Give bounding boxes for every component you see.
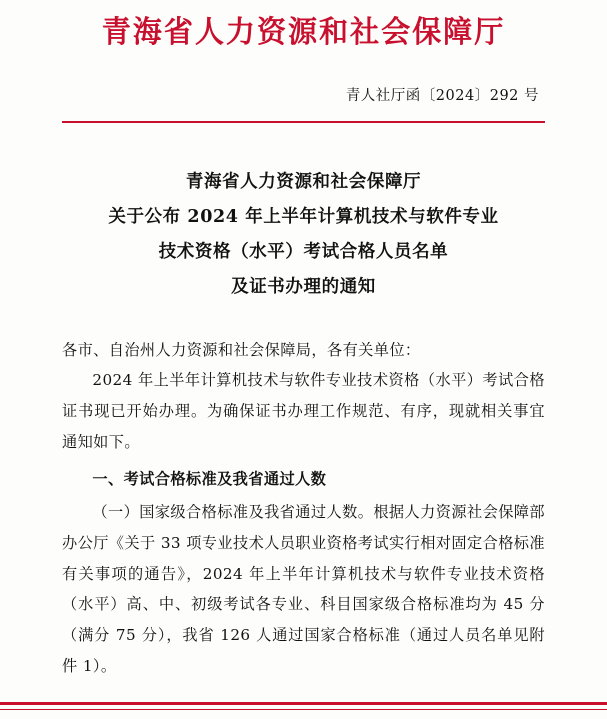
document-body: [62, 335, 545, 682]
footer-red-rule: [0, 702, 607, 705]
body-section-heading-1: 一、考试合格标准及我省通过人数: [92, 469, 327, 488]
document-number: 青人社厅函〔2024〕292 号: [345, 87, 539, 104]
footer-red-rule-thin: [0, 709, 607, 710]
title-line-2: 关于公布 2024 年上半年计算机技术与软件专业: [108, 206, 499, 227]
title-line-4: 及证书办理的通知: [231, 276, 376, 297]
letterhead: [62, 0, 545, 58]
body-salutation: 各市、自治州人力资源和社会保障局，各有关单位：: [62, 340, 421, 359]
letterhead-organization-title: 青海省人力资源和社会保障厅: [101, 15, 506, 50]
header-red-rule: [62, 121, 545, 123]
body-paragraph-1: 2024 年上半年计算机技术与软件专业技术资格（水平）考试合格证书现已开始办理。为确保证书办理工作规范、有序，现就相关事宜通知如下。: [62, 371, 545, 452]
document-title: [62, 165, 545, 305]
title-line-1: 青海省人力资源和社会保障厅: [185, 171, 422, 192]
body-paragraph-2: （一）国家级合格标准及我省通过人数。根据人力资源社会保障部办公厅《关于 33 项专业技术人员职业资格考试实行相对固定合格标准有关事项的通告》，2024 年上半年计算机技术与软件专业技术资格（水平）高、中、初级考试各专业、科目国家级合格标准均为 45 分（满分 75 分），我省 126 人通过国家合格标准（通过人员名单见附件 1）。: [62, 502, 545, 676]
title-line-3: 技术资格（水平）考试合格人员名单: [158, 241, 449, 262]
document-number-row: [62, 84, 545, 105]
